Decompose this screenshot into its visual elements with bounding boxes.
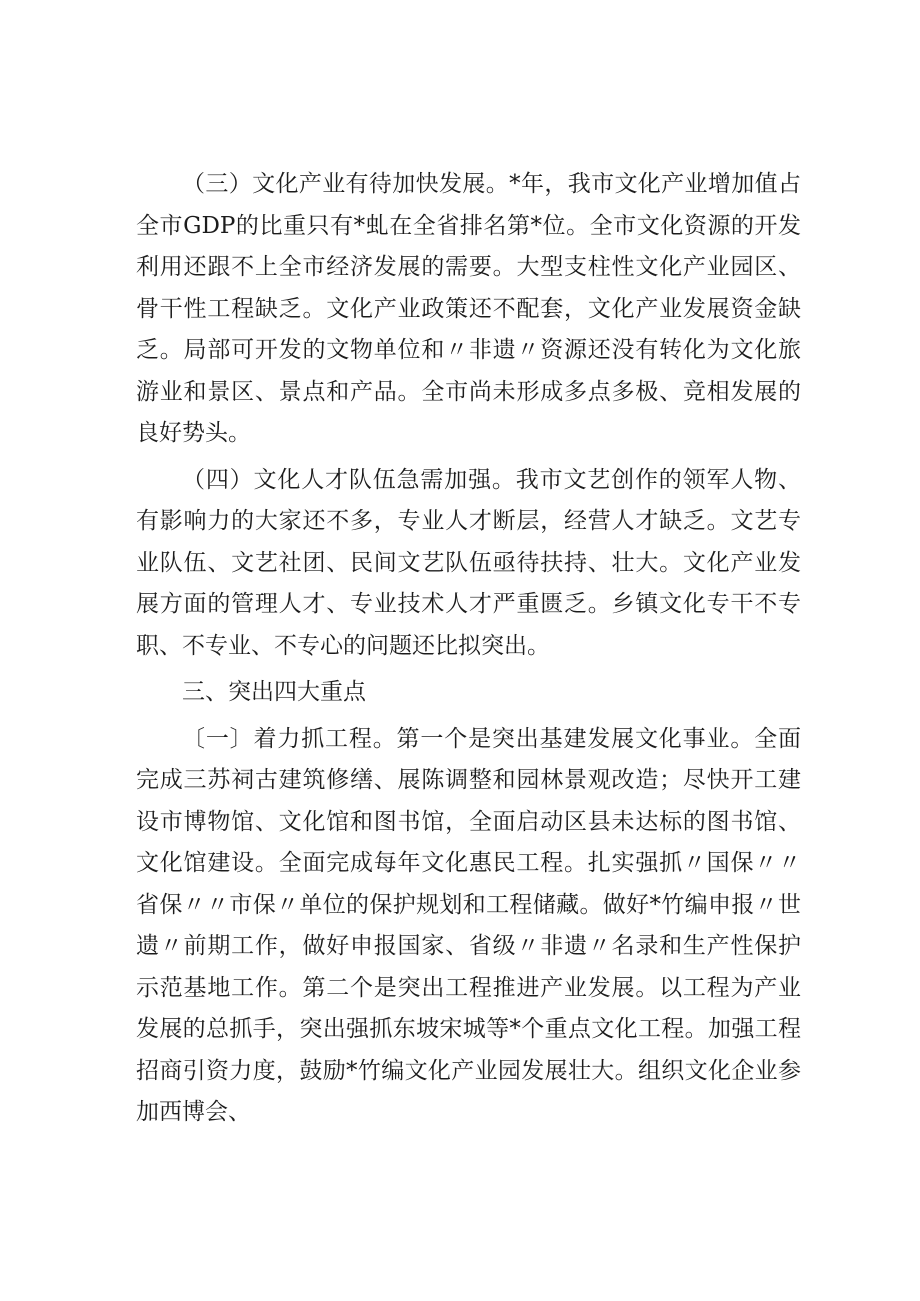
paragraph-projects: 〔一〕着力抓工程。第一个是突出基建发展文化事业。全面完成三苏祠古建筑修缮、展陈调整和园林景观改造；尽快开工建设市博物馆、文化馆和图书馆，全面启动区县未达标的图书馆、文化馆建设。全面完成每年文化惠民工程。扎实强抓〃国保〃〃省保〃〃市保〃单位的保护规划和工程储藏。做好*竹编申报〃世遗〃前期工作，做好申报国家、省级〃非遗〃名录和生产性保护示范基地工作。第二个是突出工程推进产业发展。以工程为产业发展的总抓手，突出强抓东坡宋城等*个重点文化工程。加强工程招商引资力度，鼓励*竹编文化产业园发展壮大。组织文化企业参加西博会、 bbox=[136, 725, 801, 1125]
document-body bbox=[136, 164, 801, 1134]
section-heading-four-priorities: 三、突出四大重点 bbox=[182, 679, 366, 705]
paragraph-cultural-talent: （四）文化人才队伍急需加强。我市文艺创作的领军人物、有影响力的大家还不多，专业人才断层，经营人才缺乏。文艺专业队伍、文艺社团、民间文艺队伍亟待扶持、壮大。文化产业发展方面的管理人才、专业技术人才严重匮乏。乡镇文化专干不专职、不专业、不专心的问题还比拟突出。 bbox=[136, 466, 801, 659]
paragraph-cultural-industry: （三）文化产业有待加快发展。*年，我市文化产业增加值占全市GDP的比重只有*虬在全省排名第*位。全市文化资源的开发利用还跟不上全市经济发展的需要。大型支柱性文化产业园区、骨干性工程缺乏。文化产业政策还不配套，文化产业发展资金缺乏。局部可开发的文物单位和〃非遗〃资源还没有转化为文化旅游业和景区、景点和产品。全市尚未形成多点多极、竞相发展的良好势头。 bbox=[136, 171, 801, 446]
